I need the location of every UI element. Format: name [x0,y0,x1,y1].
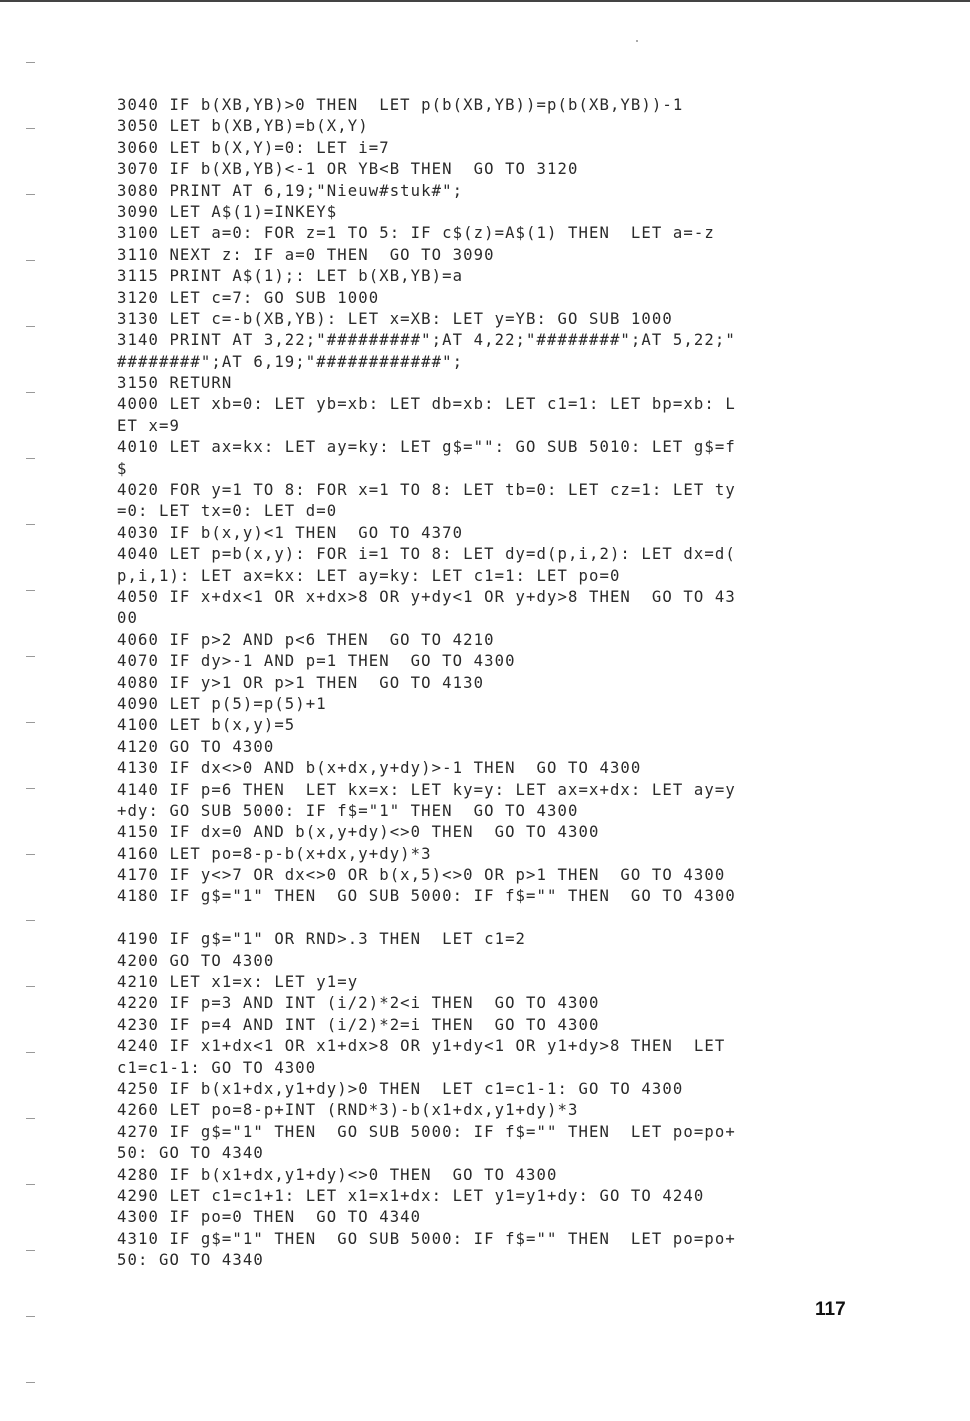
code-line [117,908,877,929]
code-line: 4090 LET p(5)=p(5)+1 [117,694,327,713]
code-line: 3100 LET a=0: FOR z=1 TO 5: IF c$(z)=A$(1) THEN LET a=-z [117,224,715,243]
code-line: 3120 LET c=7: GO SUB 1000 [117,288,380,307]
code-line: 4270 IF g$="1" THEN GO SUB 5000: IF f$="" THEN LET po=po+ [117,1122,736,1141]
code-line: 3070 IF b(XB,YB)<-1 OR YB<B THEN GO TO 3120 [117,160,579,179]
code-line: 00 [117,609,138,628]
code-line: 4050 IF x+dx<1 OR x+dx>8 OR y+dy<1 OR y+dy>8 THEN GO TO 43 [117,587,736,606]
code-line: 4160 LET po=8-p-b(x+dx,y+dy)*3 [117,844,432,863]
code-line: 50: GO TO 4340 [117,1251,264,1270]
code-line: ET x=9 [117,416,180,435]
code-line: 4200 GO TO 4300 [117,951,275,970]
code-line: =0: LET tx=0: LET d=0 [117,502,338,521]
code-line: 4250 IF b(x1+dx,y1+dy)>0 THEN LET c1=c1-1: GO TO 4300 [117,1079,684,1098]
code-line: 4040 LET p=b(x,y): FOR i=1 TO 8: LET dy=d(p,i,2): LET dx=d( [117,545,736,564]
binding-margin-marks [26,0,36,1421]
code-line: 4210 LET x1=x: LET y1=y [117,973,359,992]
code-line: 3115 PRINT A$(1);: LET b(XB,YB)=a [117,267,464,286]
scan-speck [636,40,638,42]
code-line: 4120 GO TO 4300 [117,737,275,756]
code-line: 3130 LET c=-b(XB,YB): LET x=XB: LET y=YB: GO SUB 1000 [117,309,673,328]
code-line: 4290 LET c1=c1+1: LET x1=x1+dx: LET y1=y1+dy: GO TO 4240 [117,1186,705,1205]
code-line: c1=c1-1: GO TO 4300 [117,1058,317,1077]
code-line: 4000 LET xb=0: LET yb=xb: LET db=xb: LET c1=1: LET bp=xb: L [117,395,736,414]
code-line: 4310 IF g$="1" THEN GO SUB 5000: IF f$="" THEN LET po=po+ [117,1229,736,1248]
code-line: 4190 IF g$="1" OR RND>.3 THEN LET c1=2 [117,930,527,949]
code-line: 4170 IF y<>7 OR dx<>0 OR b(x,5)<>0 OR p>1 THEN GO TO 4300 [117,866,726,885]
code-line: 4230 IF p=4 AND INT (i/2)*2=i THEN GO TO 4300 [117,1015,600,1034]
code-line: 3060 LET b(X,Y)=0: LET i=7 [117,138,390,157]
top-border-rule [0,0,970,2]
code-line: 3110 NEXT z: IF a=0 THEN GO TO 3090 [117,245,495,264]
code-line: 50: GO TO 4340 [117,1144,264,1163]
code-line: +dy: GO SUB 5000: IF f$="1" THEN GO TO 4300 [117,801,579,820]
code-line: 4030 IF b(x,y)<1 THEN GO TO 4370 [117,523,464,542]
code-line: 4240 IF x1+dx<1 OR x1+dx>8 OR y1+dy<1 OR y1+dy>8 THEN LET [117,1037,726,1056]
code-line: 4010 LET ax=kx: LET ay=ky: LET g$="": GO SUB 5010: LET g$=f [117,438,736,457]
code-line: 4070 IF dy>-1 AND p=1 THEN GO TO 4300 [117,652,516,671]
code-line: 4100 LET b(x,y)=5 [117,716,296,735]
code-line: 4220 IF p=3 AND INT (i/2)*2<i THEN GO TO 4300 [117,994,600,1013]
code-line: 4080 IF y>1 OR p>1 THEN GO TO 4130 [117,673,485,692]
code-line: 3050 LET b(XB,YB)=b(X,Y) [117,117,369,136]
code-line: 3090 LET A$(1)=INKEY$ [117,202,338,221]
code-line: 4060 IF p>2 AND p<6 THEN GO TO 4210 [117,630,495,649]
code-line: 3150 RETURN [117,374,233,393]
code-line: ########";AT 6,19;"############"; [117,352,464,371]
code-line: 4280 IF b(x1+dx,y1+dy)<>0 THEN GO TO 4300 [117,1165,558,1184]
code-line: 4020 FOR y=1 TO 8: FOR x=1 TO 8: LET tb=0: LET cz=1: LET ty [117,481,736,500]
code-line: 4150 IF dx=0 AND b(x,y+dy)<>0 THEN GO TO 4300 [117,823,600,842]
code-line: 3040 IF b(XB,YB)>0 THEN LET p(b(XB,YB))=p(b(XB,YB))-1 [117,96,684,114]
code-line: 3080 PRINT AT 6,19;"Nieuw#stuk#"; [117,181,464,200]
code-line: $ [117,459,128,478]
basic-program-listing [117,95,877,1271]
code-line: 4180 IF g$="1" THEN GO SUB 5000: IF f$="" THEN GO TO 4300 [117,887,736,906]
code-line: 4260 LET po=8-p+INT (RND*3)-b(x1+dx,y1+dy)*3 [117,1101,579,1120]
code-line: p,i,1): LET ax=kx: LET ay=ky: LET c1=1: LET po=0 [117,566,621,585]
page-number: 117 [815,1299,846,1320]
code-line: 4300 IF po=0 THEN GO TO 4340 [117,1208,422,1227]
code-line: 3140 PRINT AT 3,22;"#########";AT 4,22;"########";AT 5,22;" [117,331,736,350]
code-line: 4140 IF p=6 THEN LET kx=x: LET ky=y: LET ax=x+dx: LET ay=y [117,780,736,799]
code-line: 4130 IF dx<>0 AND b(x+dx,y+dy)>-1 THEN GO TO 4300 [117,759,642,778]
